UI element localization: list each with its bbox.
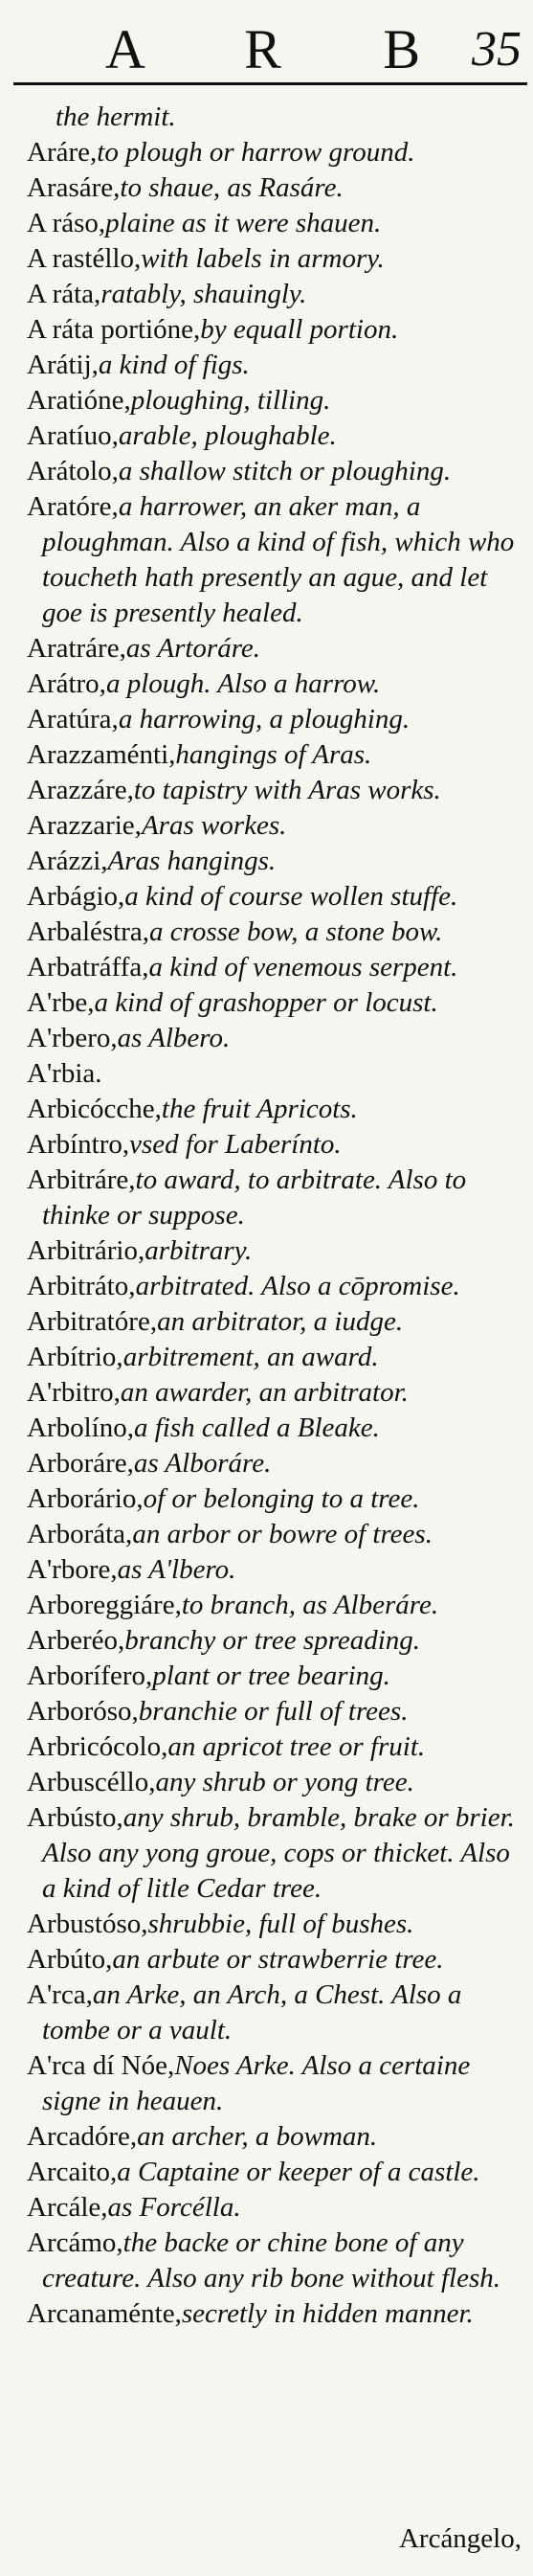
dictionary-entry	[27, 1021, 523, 1056]
headword: Aratíuo,	[27, 420, 119, 451]
headword: Arbatráffa,	[27, 952, 149, 983]
definition: arbitrated. Also a cōpromise.	[135, 1271, 460, 1301]
headword: Arbitrário,	[27, 1235, 145, 1266]
dictionary-entry	[27, 773, 523, 808]
dictionary-entry	[27, 1800, 523, 1907]
definition: a Captaine or keeper of a castle.	[117, 2157, 480, 2187]
headword: Arbúto,	[27, 1944, 113, 1975]
headword: Arbuscéllo,	[27, 1767, 156, 1797]
headword: Aratióne,	[27, 385, 131, 416]
headword: Arazzáre,	[27, 775, 134, 805]
dictionary-entry	[27, 1269, 523, 1304]
headword: A ráso,	[27, 208, 106, 238]
definition: an apricot tree or fruit.	[167, 1731, 426, 1762]
dictionary-entry	[27, 1233, 523, 1269]
definition: of or belonging to a tree.	[143, 1483, 420, 1514]
headword: Arcaito,	[27, 2157, 118, 2187]
headword: Arasáre,	[27, 172, 121, 203]
headword: Arázzi,	[27, 846, 108, 876]
definition: an Arke, an Arch, a Chest. Also a tombe or a vault.	[42, 1979, 462, 2045]
headword: Arazzarie,	[27, 810, 142, 841]
headword: Arcámo,	[27, 2227, 123, 2258]
definition: arbitrement, an award.	[122, 1342, 379, 1372]
definition: as Artoráre.	[125, 633, 261, 664]
dictionary-entry	[27, 2119, 523, 2155]
headword: Arboróso,	[27, 1696, 139, 1727]
definition: shrubbie, full of bushes.	[147, 1909, 414, 1939]
dictionary-entry	[27, 1163, 523, 1233]
headword: A'rca,	[27, 1979, 93, 2010]
dictionary-entry	[27, 737, 523, 773]
definition: any shrub or yong tree.	[155, 1767, 414, 1797]
headword: A'rbe,	[27, 987, 95, 1018]
definition: branchie or full of trees.	[138, 1696, 409, 1727]
definition: ratably, shauingly.	[100, 279, 307, 309]
dictionary-entry	[27, 1765, 523, 1800]
definition: hangings of Aras.	[175, 739, 372, 770]
dictionary-entry	[27, 1907, 523, 1942]
headword: A ráta,	[27, 279, 101, 309]
definition: an archer, a bowman.	[137, 2121, 378, 2152]
headword: Arbitratóre,	[27, 1306, 158, 1337]
headword: Arbíntro,	[27, 1129, 130, 1160]
dictionary-entry	[27, 1056, 523, 1092]
headword: Arbolíno,	[27, 1412, 134, 1443]
definition: the fruit Apricots.	[161, 1094, 358, 1124]
definition: with labels in armory.	[141, 243, 385, 274]
definition: as Albero.	[117, 1023, 231, 1053]
running-head: A R B	[105, 18, 465, 80]
headword: Arbítrio,	[27, 1342, 123, 1372]
headword: Arazzaménti,	[27, 739, 176, 770]
dictionary-entry	[27, 667, 523, 702]
headword: Arberéo,	[27, 1625, 125, 1656]
headword: Arátij,	[27, 350, 99, 380]
dictionary-entry	[27, 985, 523, 1021]
dictionary-entry	[27, 1977, 523, 2048]
headword: A'rbia.	[27, 1058, 102, 1089]
dictionary-entry	[27, 170, 523, 206]
dictionary-entry	[27, 2226, 523, 2296]
headword: Arbicócche,	[27, 1094, 162, 1124]
definition: a kind of course wollen stuffe.	[124, 881, 458, 912]
definition: to shaue, as Rasáre.	[120, 172, 344, 203]
definition: a plough. Also a harrow.	[105, 668, 381, 699]
dictionary-entry	[27, 702, 523, 737]
dictionary-entry	[27, 1127, 523, 1163]
definition: vsed for Laberínto.	[129, 1129, 342, 1160]
headword: Arboríferо,	[27, 1661, 153, 1691]
dictionary-entry	[27, 1411, 523, 1446]
headword: A rastéllo,	[27, 243, 142, 274]
definition: a harrowing, a ploughing.	[118, 704, 411, 734]
dictionary-entry	[27, 1552, 523, 1588]
headword: Arbricócolo,	[27, 1731, 168, 1762]
definition: Aras workes.	[141, 810, 287, 841]
headword: A'rbore,	[27, 1554, 118, 1585]
headword: A'rca dí Nóe,	[27, 2050, 175, 2081]
headword: Arcále,	[27, 2192, 108, 2223]
page-number: 35	[472, 22, 522, 77]
definition: branchy or tree spreading.	[124, 1625, 421, 1656]
headword: A'rbero,	[27, 1023, 118, 1053]
definition: plant or tree bearing.	[152, 1661, 390, 1691]
definition: as Forcélla.	[107, 2192, 241, 2223]
dictionary-entry	[27, 915, 523, 950]
dictionary-entry	[27, 1092, 523, 1127]
headword: A ráta portióne,	[27, 314, 201, 345]
headword: Arbústo,	[27, 1802, 123, 1833]
dictionary-entry	[27, 1659, 523, 1694]
definition: by equall portion.	[200, 314, 399, 345]
definition: a harrower, an aker man, a ploughman. Also a kind of fish, which who toucheth hath presently an ague, and let goe is presently healed.	[42, 491, 515, 628]
header-rule	[13, 82, 527, 85]
definition: plaine as it were shauen.	[105, 208, 382, 238]
dictionary-entry	[27, 1694, 523, 1729]
dictionary-entry	[27, 1623, 523, 1659]
dictionary-entry	[27, 879, 523, 915]
headword: Arbágio,	[27, 881, 125, 912]
headword: Aráre,	[27, 137, 98, 168]
dictionary-entry	[27, 1375, 523, 1411]
definition: a shallow stitch or ploughing.	[118, 456, 452, 486]
headword: Aratóre,	[27, 491, 119, 522]
headword: Arbaléstra,	[27, 916, 150, 947]
dictionary-entry	[27, 631, 523, 667]
dictionary-entry	[27, 1588, 523, 1623]
entry-list	[27, 100, 523, 2332]
headword: Arbitráto,	[27, 1271, 136, 1301]
headword: Arbitráre,	[27, 1164, 136, 1195]
definition: arbitrary.	[144, 1235, 253, 1266]
dictionary-entry	[27, 1517, 523, 1552]
headword: Aratráre,	[27, 633, 126, 664]
headword: Arcanaménte,	[27, 2298, 182, 2329]
dictionary-entry	[27, 489, 523, 631]
definition: Noes Arke. Also a certaine signe in heauen.	[42, 2050, 471, 2116]
definition: an arbute or strawberrie tree.	[112, 1944, 444, 1975]
headword: Arboreggiáre,	[27, 1590, 182, 1620]
definition: to tapistry with Aras works.	[133, 775, 441, 805]
definition: to branch, as Alberáre.	[181, 1590, 439, 1620]
dictionary-entry	[27, 844, 523, 879]
dictionary-entry	[27, 277, 523, 312]
dictionary-entry	[27, 383, 523, 418]
definition: any shrub, bramble, brake or brier. Also any yong groue, cops or thicket. Also a kind of litle Cedar tree.	[42, 1802, 515, 1904]
headword: Arboráta,	[27, 1519, 133, 1549]
definition: Aras hangings.	[107, 846, 277, 876]
definition: ploughing, tilling.	[130, 385, 331, 416]
definition: the backe or chine bone of any creature. Also any rib bone without flesh.	[42, 2227, 500, 2294]
definition: a kind of venemous serpent.	[148, 952, 458, 983]
dictionary-entry	[27, 1942, 523, 1977]
headword: Arcadóre,	[27, 2121, 138, 2152]
definition: a crosse bow, a stone bow.	[149, 916, 443, 947]
headword: Arátro,	[27, 668, 106, 699]
headword: Arbustóso,	[27, 1909, 148, 1939]
definition: an arbitrator, a iudge.	[157, 1306, 404, 1337]
definition: a kind of grashopper or locust.	[94, 987, 438, 1018]
definition: the hermit.	[56, 102, 176, 132]
headword: Aratúra,	[27, 704, 119, 734]
dictionary-entry	[27, 1304, 523, 1340]
dictionary-entry	[27, 2296, 523, 2332]
definition: as A'lbero.	[117, 1554, 236, 1585]
dictionary-entry	[27, 135, 523, 170]
catchword: Arcángelo,	[398, 2523, 522, 2554]
dictionary-entry	[27, 1340, 523, 1375]
dictionary-entry	[27, 2190, 523, 2226]
definition: to plough or harrow ground.	[97, 137, 415, 168]
headword: Arátolo,	[27, 456, 119, 486]
dictionary-entry	[27, 1446, 523, 1481]
dictionary-entry	[27, 1481, 523, 1517]
definition: an awarder, an arbitrator.	[120, 1377, 409, 1408]
headword: Arborário,	[27, 1483, 144, 1514]
definition: an arbor or bowre of trees.	[132, 1519, 433, 1549]
dictionary-entry	[27, 418, 523, 454]
definition: a fish called a Bleake.	[133, 1412, 380, 1443]
definition: to award, to arbitrate. Also to thinke or suppose.	[42, 1164, 467, 1231]
definition: arable, ploughable.	[118, 420, 337, 451]
dictionary-entry	[27, 100, 523, 135]
headword: Arboráre,	[27, 1448, 134, 1479]
dictionary-entry	[27, 2155, 523, 2190]
dictionary-entry	[27, 206, 523, 241]
dictionary-entry	[27, 950, 523, 985]
headword: A'rbitro,	[27, 1377, 121, 1408]
dictionary-entry	[27, 454, 523, 489]
dictionary-entry	[27, 1729, 523, 1765]
dictionary-entry	[27, 241, 523, 277]
dictionary-entry	[27, 808, 523, 844]
dictionary-entry	[27, 348, 523, 383]
dictionary-entry	[27, 312, 523, 348]
page-header	[0, 0, 533, 86]
definition: a kind of figs.	[98, 350, 250, 380]
dictionary-entry	[27, 2048, 523, 2119]
definition: secretly in hidden manner.	[181, 2298, 474, 2329]
definition: as Alboráre.	[133, 1448, 272, 1479]
